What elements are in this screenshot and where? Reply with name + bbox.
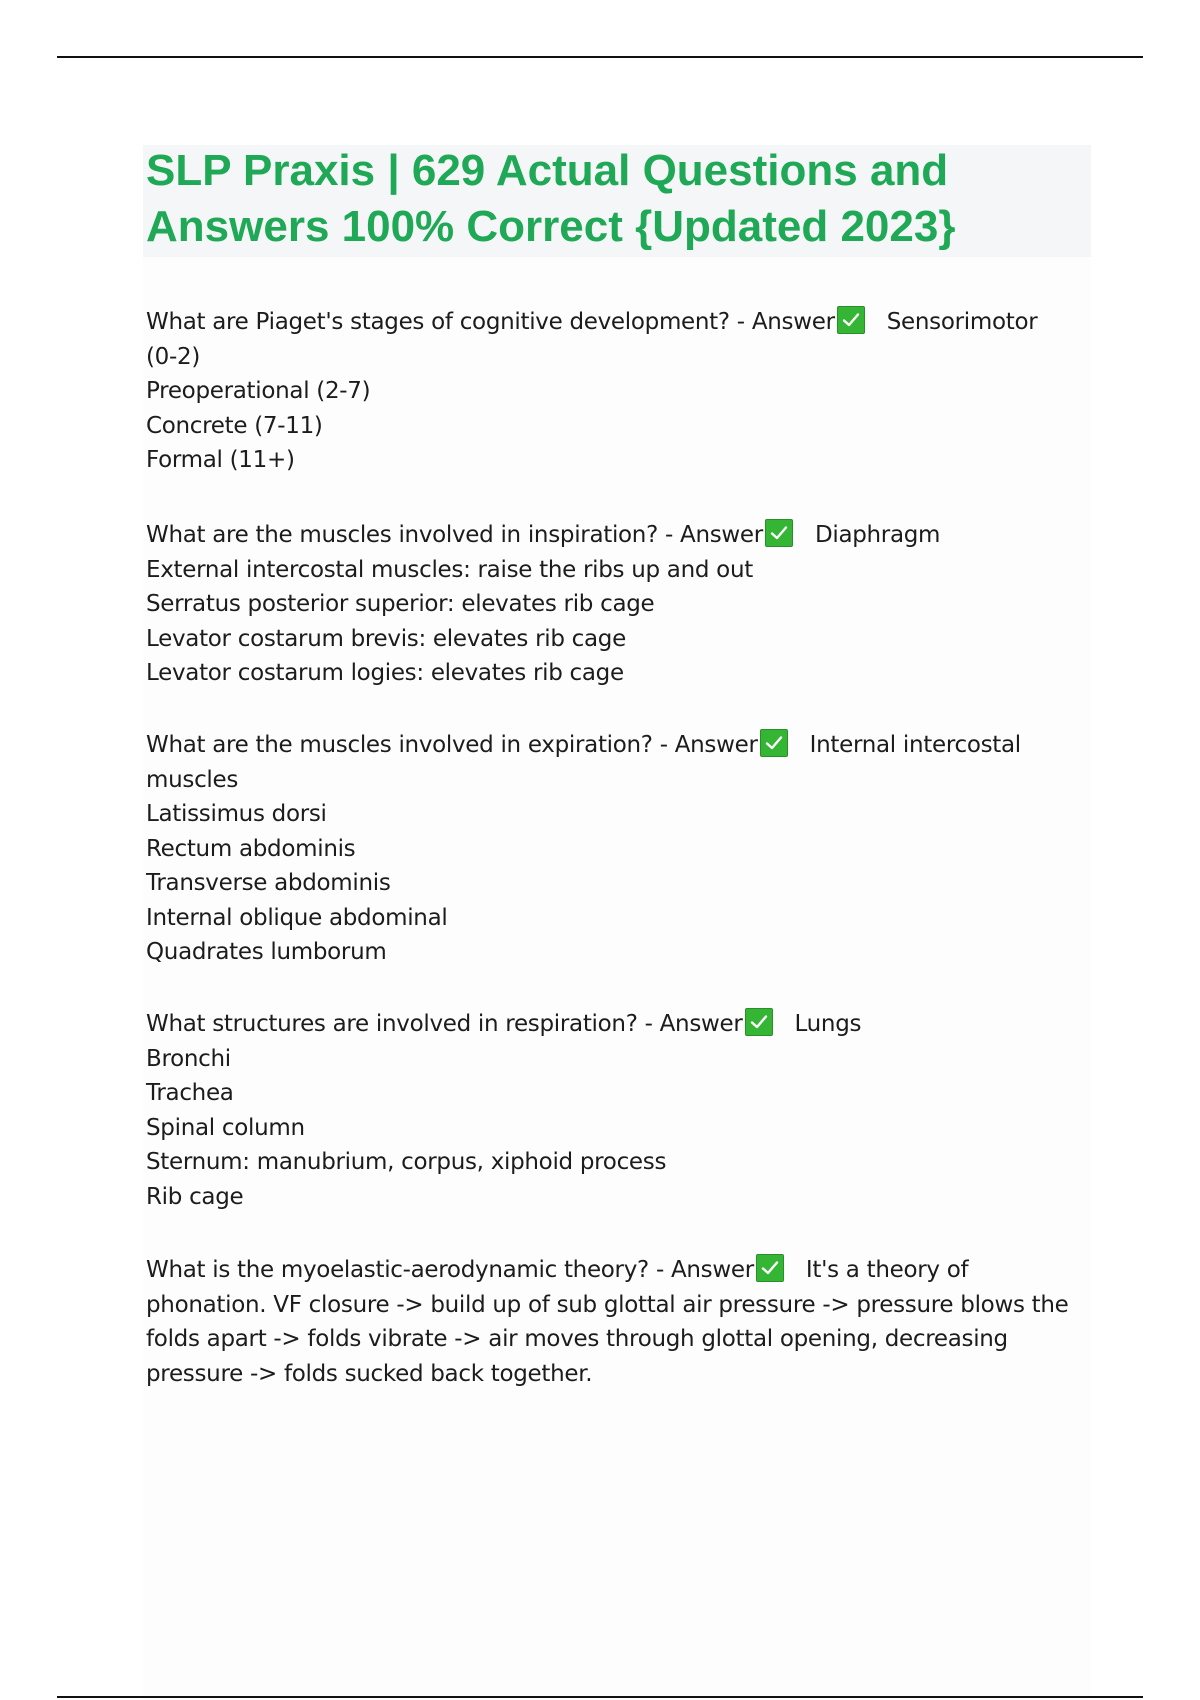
answer-text: Internal intercostal [809, 732, 1021, 758]
check-mark-icon [756, 1254, 784, 1282]
question-line [146, 1007, 1086, 1042]
answer-line: (0-2) [146, 343, 201, 370]
answer-line: Trachea [146, 1080, 234, 1106]
check-mark-icon [765, 519, 793, 547]
check-mark-icon [837, 306, 865, 334]
answer-line: Latissimus dorsi [146, 801, 327, 827]
question-text: What are the muscles involved in inspiration? - Answer [146, 522, 763, 548]
page-bottom-rule [57, 1696, 1143, 1698]
question-text: What are Piaget's stages of cognitive development? - Answer [146, 309, 835, 335]
question-text: What is the myoelastic-aerodynamic theory? - Answer [146, 1257, 754, 1283]
answer-line: folds apart -> folds vibrate -> air moves through glottal opening, decreasing [146, 1326, 1008, 1352]
answer-line: Quadrates lumborum [146, 939, 387, 965]
question-line [146, 518, 1086, 553]
answer-line: Rectum abdominis [146, 835, 356, 862]
qa-item [146, 305, 1086, 478]
question-line [146, 1253, 1086, 1288]
check-mark-icon [745, 1008, 773, 1036]
answer-text: It's a theory of [805, 1257, 969, 1283]
answer-line: Internal oblique abdominal [146, 904, 448, 931]
answer-line: Preoperational (2-7) [146, 378, 371, 404]
answer-line: Transverse abdominis [146, 870, 391, 896]
qa-item [146, 518, 1086, 691]
answer-line: Levator costarum brevis: elevates rib cage [146, 625, 626, 652]
answer-line: External intercostal muscles: raise the ribs up and out [146, 556, 753, 583]
check-mark-icon [760, 729, 788, 757]
answer-line: Bronchi [146, 1045, 231, 1072]
document-title: SLP Praxis | 629 Actual Questions and Answers 100% Correct {Updated 2023} [146, 146, 956, 251]
answer-line: Serratus posterior superior: elevates rib cage [146, 591, 655, 617]
page-top-rule [57, 56, 1143, 58]
answer-line: Concrete (7-11) [146, 412, 323, 439]
answer-line: Sternum: manubrium, corpus, xiphoid process [146, 1149, 667, 1175]
answer-line: phonation. VF closure -> build up of sub glottal air pressure -> pressure blows the [146, 1291, 1069, 1318]
answer-line: Levator costarum logies: elevates rib cage [146, 660, 624, 686]
answer-line: Spinal column [146, 1114, 305, 1141]
qa-item [146, 1007, 1086, 1214]
answer-line: Rib cage [146, 1183, 244, 1210]
answer-text: Sensorimotor [886, 309, 1038, 335]
answer-line: muscles [146, 766, 239, 793]
question-line [146, 305, 1086, 340]
answer-line: pressure -> folds sucked back together. [146, 1360, 593, 1387]
question-line [146, 728, 1086, 763]
qa-item [146, 728, 1086, 970]
answer-line: Formal (11+) [146, 447, 295, 473]
question-text: What are the muscles involved in expiration? - Answer [146, 732, 758, 758]
answer-text: Lungs [794, 1011, 862, 1037]
question-text: What structures are involved in respiration? - Answer [146, 1011, 743, 1037]
answer-text: Diaphragm [814, 522, 941, 548]
qa-item [146, 1253, 1086, 1391]
